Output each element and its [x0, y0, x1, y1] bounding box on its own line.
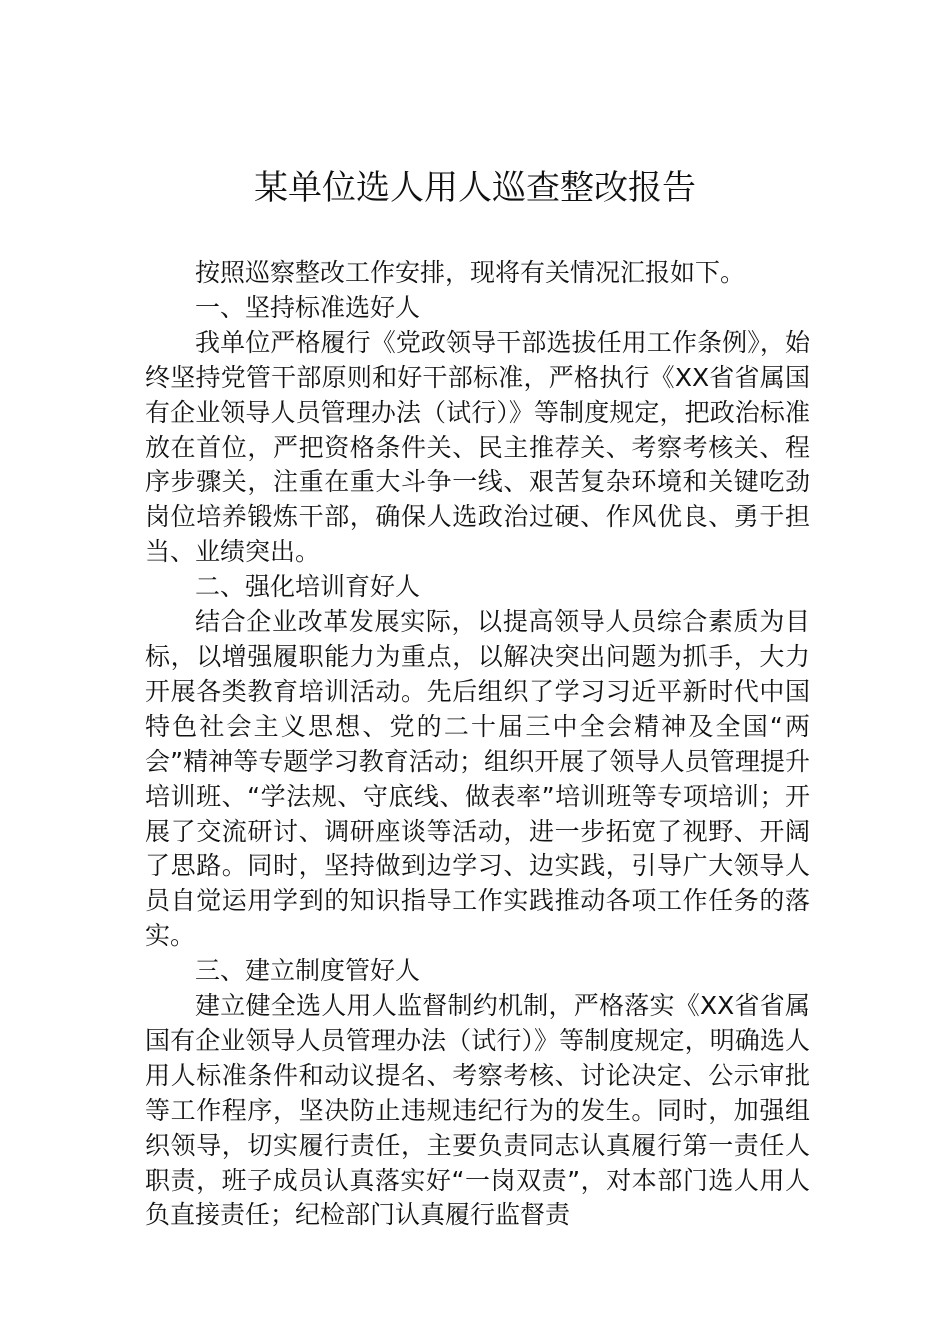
section-3-paragraph: 建立健全选人用人监督制约机制，严格落实《XX省省属国有企业领导人员管理办法（试行）》等制度规定，明确选人用人标准条件和动议提名、考察考核、讨论决定、公示审批等工作程序，坚决防止违规违纪行为的发生。同时，加强组织领导，切实履行责任，主要负责同志认真履行第一责任人职责，班子成员认真落实好“一岗双责”，对本部门选人用人负直接责任；纪检部门认真履行监督责 — [145, 991, 810, 1230]
intro-paragraph: 按照巡察整改工作安排，现将有关情况汇报如下。 — [195, 258, 746, 287]
section-heading-2: 二、强化培训育好人 — [195, 572, 421, 602]
section-heading-3: 三、建立制度管好人 — [195, 956, 421, 986]
section-heading-1: 一、坚持标准选好人 — [195, 292, 421, 322]
section-1-paragraph: 我单位严格履行《党政领导干部选拔任用工作条例》，始终坚持党管干部原则和好干部标准，严格执行《XX省省属国有企业领导人员管理办法（试行）》等制度规定，把政治标准放在首位，严把资格条件关、民主推荐关、考察考核关、程序步骤关，注重在重大斗争一线、艰苦复杂环境和关键吃劲岗位培养锻炼干部，确保人选政治过硬、作风优良、勇于担当、业绩突出。 — [145, 327, 810, 567]
document-body — [145, 256, 810, 1233]
document-title: 某单位选人用人巡查整改报告 — [254, 168, 696, 208]
section-2-paragraph: 结合企业改革发展实际，以提高领导人员综合素质为目标，以增强履职能力为重点，以解决突出问题为抓手，大力开展各类教育培训活动。先后组织了学习习近平新时代中国特色社会主义思想、党的二十届三中全会精神及全国“两会”精神等专题学习教育活动；组织开展了领导人员管理提升培训班、“学法规、守底线、做表率”培训班等专项培训；开展了交流研讨、调研座谈等活动，进一步拓宽了视野、开阔了思路。同时，坚持做到边学习、边实践，引导广大领导人员自觉运用学到的知识指导工作实践推动各项工作任务的落实。 — [145, 607, 810, 951]
